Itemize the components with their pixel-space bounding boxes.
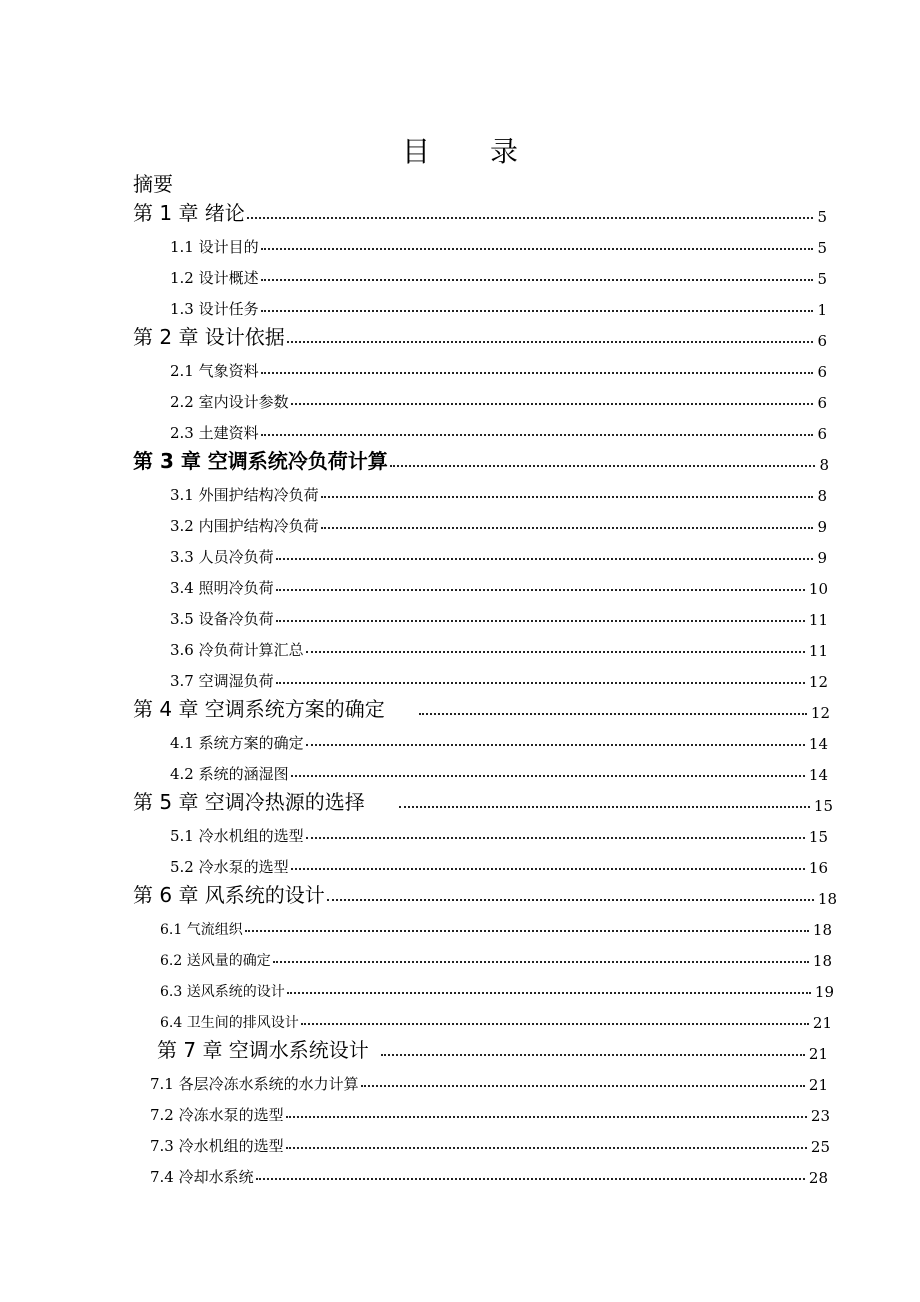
dot-leader bbox=[361, 1084, 805, 1087]
toc-label: 2.1 气象资料 bbox=[170, 362, 259, 380]
toc-label: 5.2 冷水泵的选型 bbox=[170, 858, 289, 876]
toc-page-number: 5 bbox=[817, 239, 827, 257]
toc-page-number: 12 bbox=[810, 704, 830, 722]
toc-page-number: 21 bbox=[808, 1076, 828, 1094]
toc-page-number: 6 bbox=[817, 332, 827, 350]
dot-leader bbox=[247, 216, 814, 219]
toc-label: 第 4 章 空调系统方案的确定 bbox=[133, 697, 385, 721]
toc-section-5-2 bbox=[170, 849, 828, 877]
toc-chapter-7 bbox=[157, 1035, 828, 1063]
toc-label: 3.3 人员冷负荷 bbox=[170, 548, 274, 566]
toc-section-7-2 bbox=[150, 1097, 830, 1125]
toc-label: 4.2 系统的涵湿图 bbox=[170, 765, 289, 783]
toc-section-6-3 bbox=[160, 973, 834, 1001]
toc-section-5-1 bbox=[170, 818, 828, 846]
toc-section-3-1 bbox=[170, 477, 827, 505]
toc-label: 第 7 章 空调水系统设计 bbox=[157, 1038, 369, 1062]
toc-label: 3.6 冷负荷计算汇总 bbox=[170, 641, 304, 659]
toc-label: 6.1 气流组织 bbox=[160, 922, 243, 938]
toc-section-4-2 bbox=[170, 756, 828, 784]
dot-leader bbox=[276, 588, 805, 591]
toc-section-3-6 bbox=[170, 632, 828, 660]
toc-section-1-1 bbox=[170, 229, 827, 257]
dot-leader bbox=[301, 1022, 809, 1025]
toc-page-number: 18 bbox=[812, 921, 832, 939]
dot-leader bbox=[381, 1053, 805, 1056]
toc-section-3-7 bbox=[170, 663, 828, 691]
toc-section-7-3 bbox=[150, 1128, 830, 1156]
toc-chapter-2 bbox=[133, 322, 827, 350]
toc-label: 第 5 章 空调冷热源的选择 bbox=[133, 790, 365, 814]
toc-page-number: 1 bbox=[817, 301, 827, 319]
dot-leader bbox=[256, 1177, 805, 1180]
dot-leader bbox=[306, 743, 805, 746]
toc-section-3-3 bbox=[170, 539, 827, 567]
toc-label: 3.2 内围护结构冷负荷 bbox=[170, 517, 319, 535]
page-title: 目录 bbox=[401, 135, 578, 168]
abstract-heading: 摘要 bbox=[133, 172, 173, 196]
dot-leader bbox=[286, 1146, 807, 1149]
toc-page-number: 9 bbox=[817, 549, 827, 567]
toc-label: 3.4 照明冷负荷 bbox=[170, 579, 274, 597]
toc-page-number: 18 bbox=[817, 890, 837, 908]
dot-leader bbox=[245, 929, 809, 932]
toc-label: 6.2 送风量的确定 bbox=[160, 953, 271, 969]
toc-page-number: 8 bbox=[819, 456, 829, 474]
toc-page-number: 6 bbox=[817, 425, 827, 443]
toc-page-number: 15 bbox=[813, 797, 833, 815]
toc-label: 2.3 土建资料 bbox=[170, 424, 259, 442]
dot-leader bbox=[327, 898, 814, 901]
toc-section-3-4 bbox=[170, 570, 828, 598]
toc-section-2-3 bbox=[170, 415, 827, 443]
dot-leader bbox=[306, 836, 805, 839]
toc-page-number: 21 bbox=[812, 1014, 832, 1032]
toc-section-1-2 bbox=[170, 260, 827, 288]
toc-page-number: 21 bbox=[808, 1045, 828, 1063]
toc-chapter-6 bbox=[133, 880, 837, 908]
dot-leader bbox=[291, 867, 805, 870]
toc-label: 第 3 章 空调系统冷负荷计算 bbox=[133, 449, 388, 473]
toc-label: 7.1 各层冷冻水系统的水力计算 bbox=[150, 1075, 359, 1093]
dot-leader bbox=[261, 371, 814, 374]
dot-leader bbox=[390, 464, 816, 467]
dot-leader bbox=[321, 495, 814, 498]
dot-leader bbox=[261, 433, 814, 436]
toc-label: 1.1 设计目的 bbox=[170, 238, 259, 256]
toc-label: 4.1 系统方案的确定 bbox=[170, 734, 304, 752]
dot-leader bbox=[287, 991, 811, 994]
toc-label: 3.7 空调湿负荷 bbox=[170, 672, 274, 690]
toc-page-number: 28 bbox=[808, 1169, 828, 1187]
toc-section-3-5 bbox=[170, 601, 828, 629]
toc-label: 3.5 设备冷负荷 bbox=[170, 610, 274, 628]
dot-leader bbox=[261, 278, 814, 281]
dot-leader bbox=[321, 526, 814, 529]
toc-page-number: 5 bbox=[817, 270, 827, 288]
toc-label: 5.1 冷水机组的选型 bbox=[170, 827, 304, 845]
toc-label: 7.3 冷水机组的选型 bbox=[150, 1137, 284, 1155]
toc-page-number: 5 bbox=[817, 208, 827, 226]
toc-page-number: 12 bbox=[808, 673, 828, 691]
toc-page-number: 18 bbox=[812, 952, 832, 970]
dot-leader bbox=[276, 557, 814, 560]
toc-section-7-4 bbox=[150, 1159, 828, 1187]
dot-leader bbox=[399, 805, 810, 808]
toc-page-number: 25 bbox=[810, 1138, 830, 1156]
toc-section-2-2 bbox=[170, 384, 827, 412]
toc-page-number: 6 bbox=[817, 394, 827, 412]
toc-page-number: 10 bbox=[808, 580, 828, 598]
toc-page-number: 6 bbox=[817, 363, 827, 381]
toc-section-4-1 bbox=[170, 725, 828, 753]
dot-leader bbox=[419, 712, 807, 715]
toc-section-7-1 bbox=[150, 1066, 828, 1094]
toc-section-3-2 bbox=[170, 508, 827, 536]
dot-leader bbox=[306, 650, 805, 653]
toc-chapter-5 bbox=[133, 787, 833, 815]
dot-leader bbox=[287, 340, 814, 343]
dot-leader bbox=[291, 774, 805, 777]
dot-leader bbox=[276, 619, 805, 622]
toc-label: 第 1 章 绪论 bbox=[133, 201, 245, 225]
toc-page-number: 14 bbox=[808, 735, 828, 753]
dot-leader bbox=[276, 681, 805, 684]
dot-leader bbox=[261, 247, 814, 250]
toc-chapter-3 bbox=[133, 446, 829, 474]
toc-page-number: 15 bbox=[808, 828, 828, 846]
toc-label: 2.2 室内设计参数 bbox=[170, 393, 289, 411]
dot-leader bbox=[291, 402, 814, 405]
toc-chapter-1 bbox=[133, 198, 827, 226]
toc-section-1-3 bbox=[170, 291, 827, 319]
toc-chapter-4 bbox=[133, 694, 830, 722]
dot-leader bbox=[273, 960, 809, 963]
toc-page-number: 11 bbox=[808, 642, 828, 660]
toc-page-number: 16 bbox=[808, 859, 828, 877]
toc-label: 1.3 设计任务 bbox=[170, 300, 259, 318]
toc-page-number: 9 bbox=[817, 518, 827, 536]
toc-page-number: 14 bbox=[808, 766, 828, 784]
dot-leader bbox=[261, 309, 814, 312]
toc-page-number: 23 bbox=[810, 1107, 830, 1125]
toc-label: 3.1 外围护结构冷负荷 bbox=[170, 486, 319, 504]
dot-leader bbox=[286, 1115, 807, 1118]
toc-section-6-2 bbox=[160, 942, 832, 970]
toc-label: 1.2 设计概述 bbox=[170, 269, 259, 287]
toc-page-number: 8 bbox=[817, 487, 827, 505]
toc-section-6-1 bbox=[160, 911, 832, 939]
toc-page-number: 19 bbox=[814, 983, 834, 1001]
toc-label: 7.2 冷冻水泵的选型 bbox=[150, 1106, 284, 1124]
toc-section-2-1 bbox=[170, 353, 827, 381]
toc-label: 第 6 章 风系统的设计 bbox=[133, 883, 325, 907]
toc-label: 6.3 送风系统的设计 bbox=[160, 984, 285, 1000]
toc-label: 6.4 卫生间的排风设计 bbox=[160, 1015, 299, 1031]
toc-page-number: 11 bbox=[808, 611, 828, 629]
toc-label: 第 2 章 设计依据 bbox=[133, 325, 285, 349]
toc-label: 7.4 冷却水系统 bbox=[150, 1168, 254, 1186]
toc-section-6-4 bbox=[160, 1004, 832, 1032]
